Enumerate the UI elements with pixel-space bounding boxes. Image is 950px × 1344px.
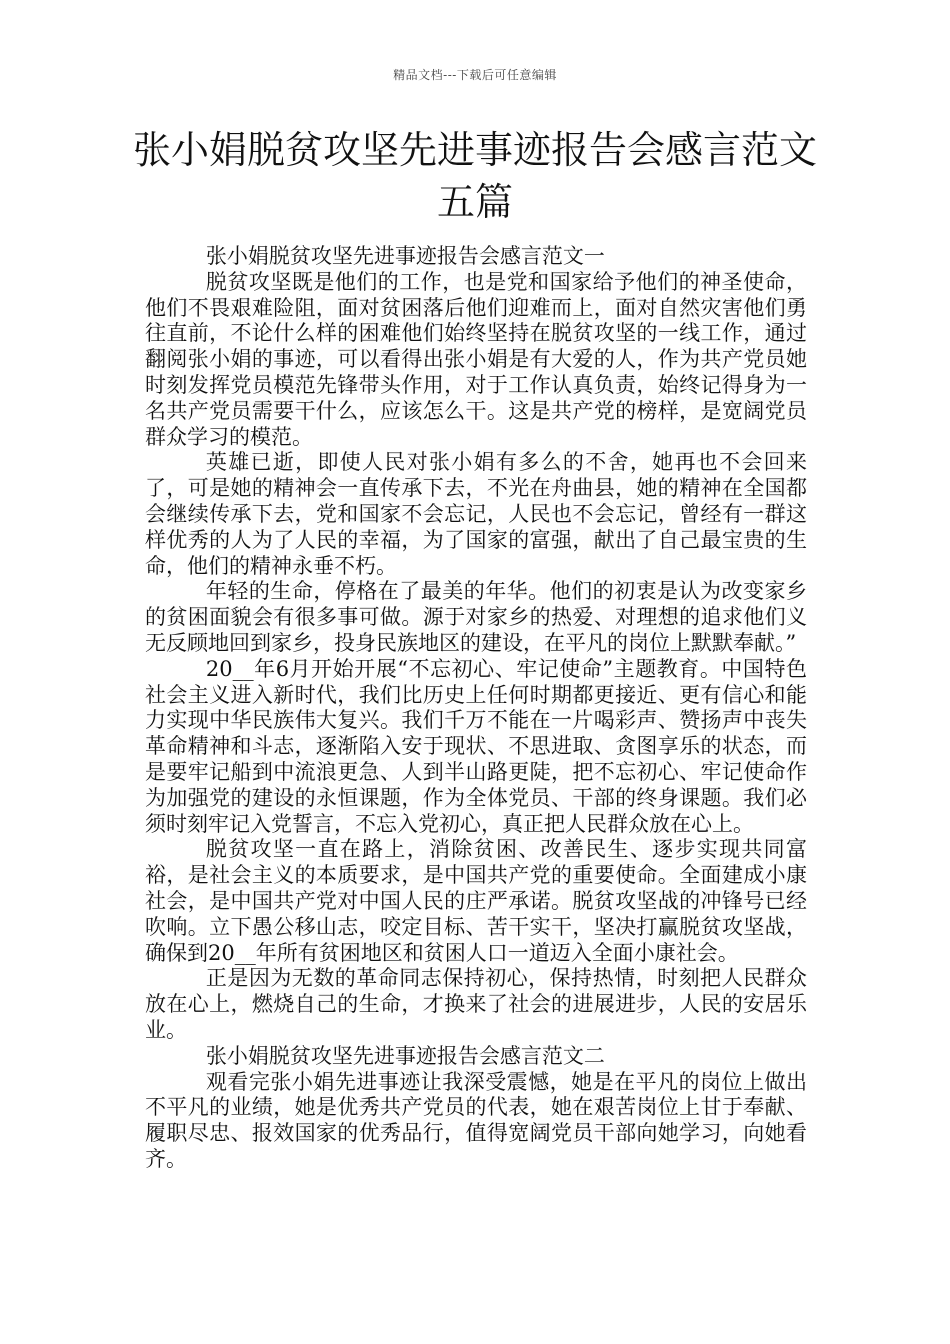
- page-header: 精品文档---下载后可任意编辑: [393, 68, 557, 82]
- body-paragraph: 20__年6月开始开展“不忘初心、牢记使命”主题教育。中国特色社会主义进入新时代，我们比历史上任何时期都更接近、更有信心和能力实现中华民族伟大复兴。我们千万不能在一片喝彩声、赞扬声中丧失革命精神和斗志，逐渐陷入安于现状、不思进取、贪图享乐的状态，而是要牢记船到中流浪更急、人到半山路更陡，把不忘初心、牢记使命作为加强党的建设的永恒课题，作为全体党员、干部的终身课题。我们必须时刻牢记入党誓言，不忘入党初心，真正把人民群众放在心上。: [145, 656, 807, 836]
- section-heading-1: 张小娟脱贫攻坚先进事迹报告会感言范文一: [205, 244, 605, 268]
- document-title: [110, 124, 840, 228]
- document-title-line-1: 张小娟脱贫攻坚先进事迹报告会感言范文: [132, 128, 817, 172]
- body-paragraph: 脱贫攻坚既是他们的工作，也是党和国家给予他们的神圣使命，他们不畏艰难险阻，面对贫困落后他们迎难而上，面对自然灾害他们勇往直前，不论什么样的困难他们始终坚持在脱贫攻坚的一线工作，通过翻阅张小娟的事迹，可以看得出张小娟是有大爱的人，作为共产党员她时刻发挥党员模范先锋带头作用，对于工作认真负责，始终记得身为一名共产党员需要干什么，应该怎么干。这是共产党的榜样，是宽阔党员群众学习的模范。: [145, 269, 807, 449]
- body-paragraph: 观看完张小娟先进事迹让我深受震憾，她是在平凡的岗位上做出不平凡的业绩，她是优秀共产党员的代表，她在艰苦岗位上甘于奉献、履职尽忠、报效国家的优秀品行，值得宽阔党员干部向她学习，向她看齐。: [145, 1069, 807, 1171]
- body-paragraph: 年轻的生命，停格在了最美的年华。他们的初衷是认为改变家乡的贫困面貌会有很多事可做。源于对家乡的热爱、对理想的追求他们义无反顾地回到家乡，投身民族地区的建设，在平凡的岗位上默默奉献。”: [145, 579, 807, 655]
- document-title-line-2: 五篇: [436, 180, 513, 224]
- document-body: [145, 244, 807, 1173]
- body-paragraph: 正是因为无数的革命同志保持初心，保持热情，时刻把人民群众放在心上，燃烧自己的生命，才换来了社会的进展进步，人民的安居乐业。: [145, 966, 807, 1042]
- body-paragraph: 英雄已逝，即使人民对张小娟有多么的不舍，她再也不会回来了，可是她的精神会一直传承下去，不光在舟曲县，她的精神在全国都会继续传承下去，党和国家不会忘记，人民也不会忘记，曾经有一群这样优秀的人为了人民的幸福，为了国家的富强，献出了自己最宝贵的生命，他们的精神永垂不朽。: [145, 450, 807, 578]
- body-paragraph: 脱贫攻坚一直在路上，消除贫困、改善民生、逐步实现共同富裕，是社会主义的本质要求，是中国共产党的重要使命。全面建成小康社会，是中国共产党对中国人民的庄严承诺。脱贫攻坚战的冲锋号已经吹响。立下愚公移山志，咬定目标、苦干实干，坚决打赢脱贫攻坚战，确保到20__年所有贫困地区和贫困人口一道迈入全面小康社会。: [145, 837, 807, 965]
- section-heading-2: 张小娟脱贫攻坚先进事迹报告会感言范文二: [205, 1043, 605, 1068]
